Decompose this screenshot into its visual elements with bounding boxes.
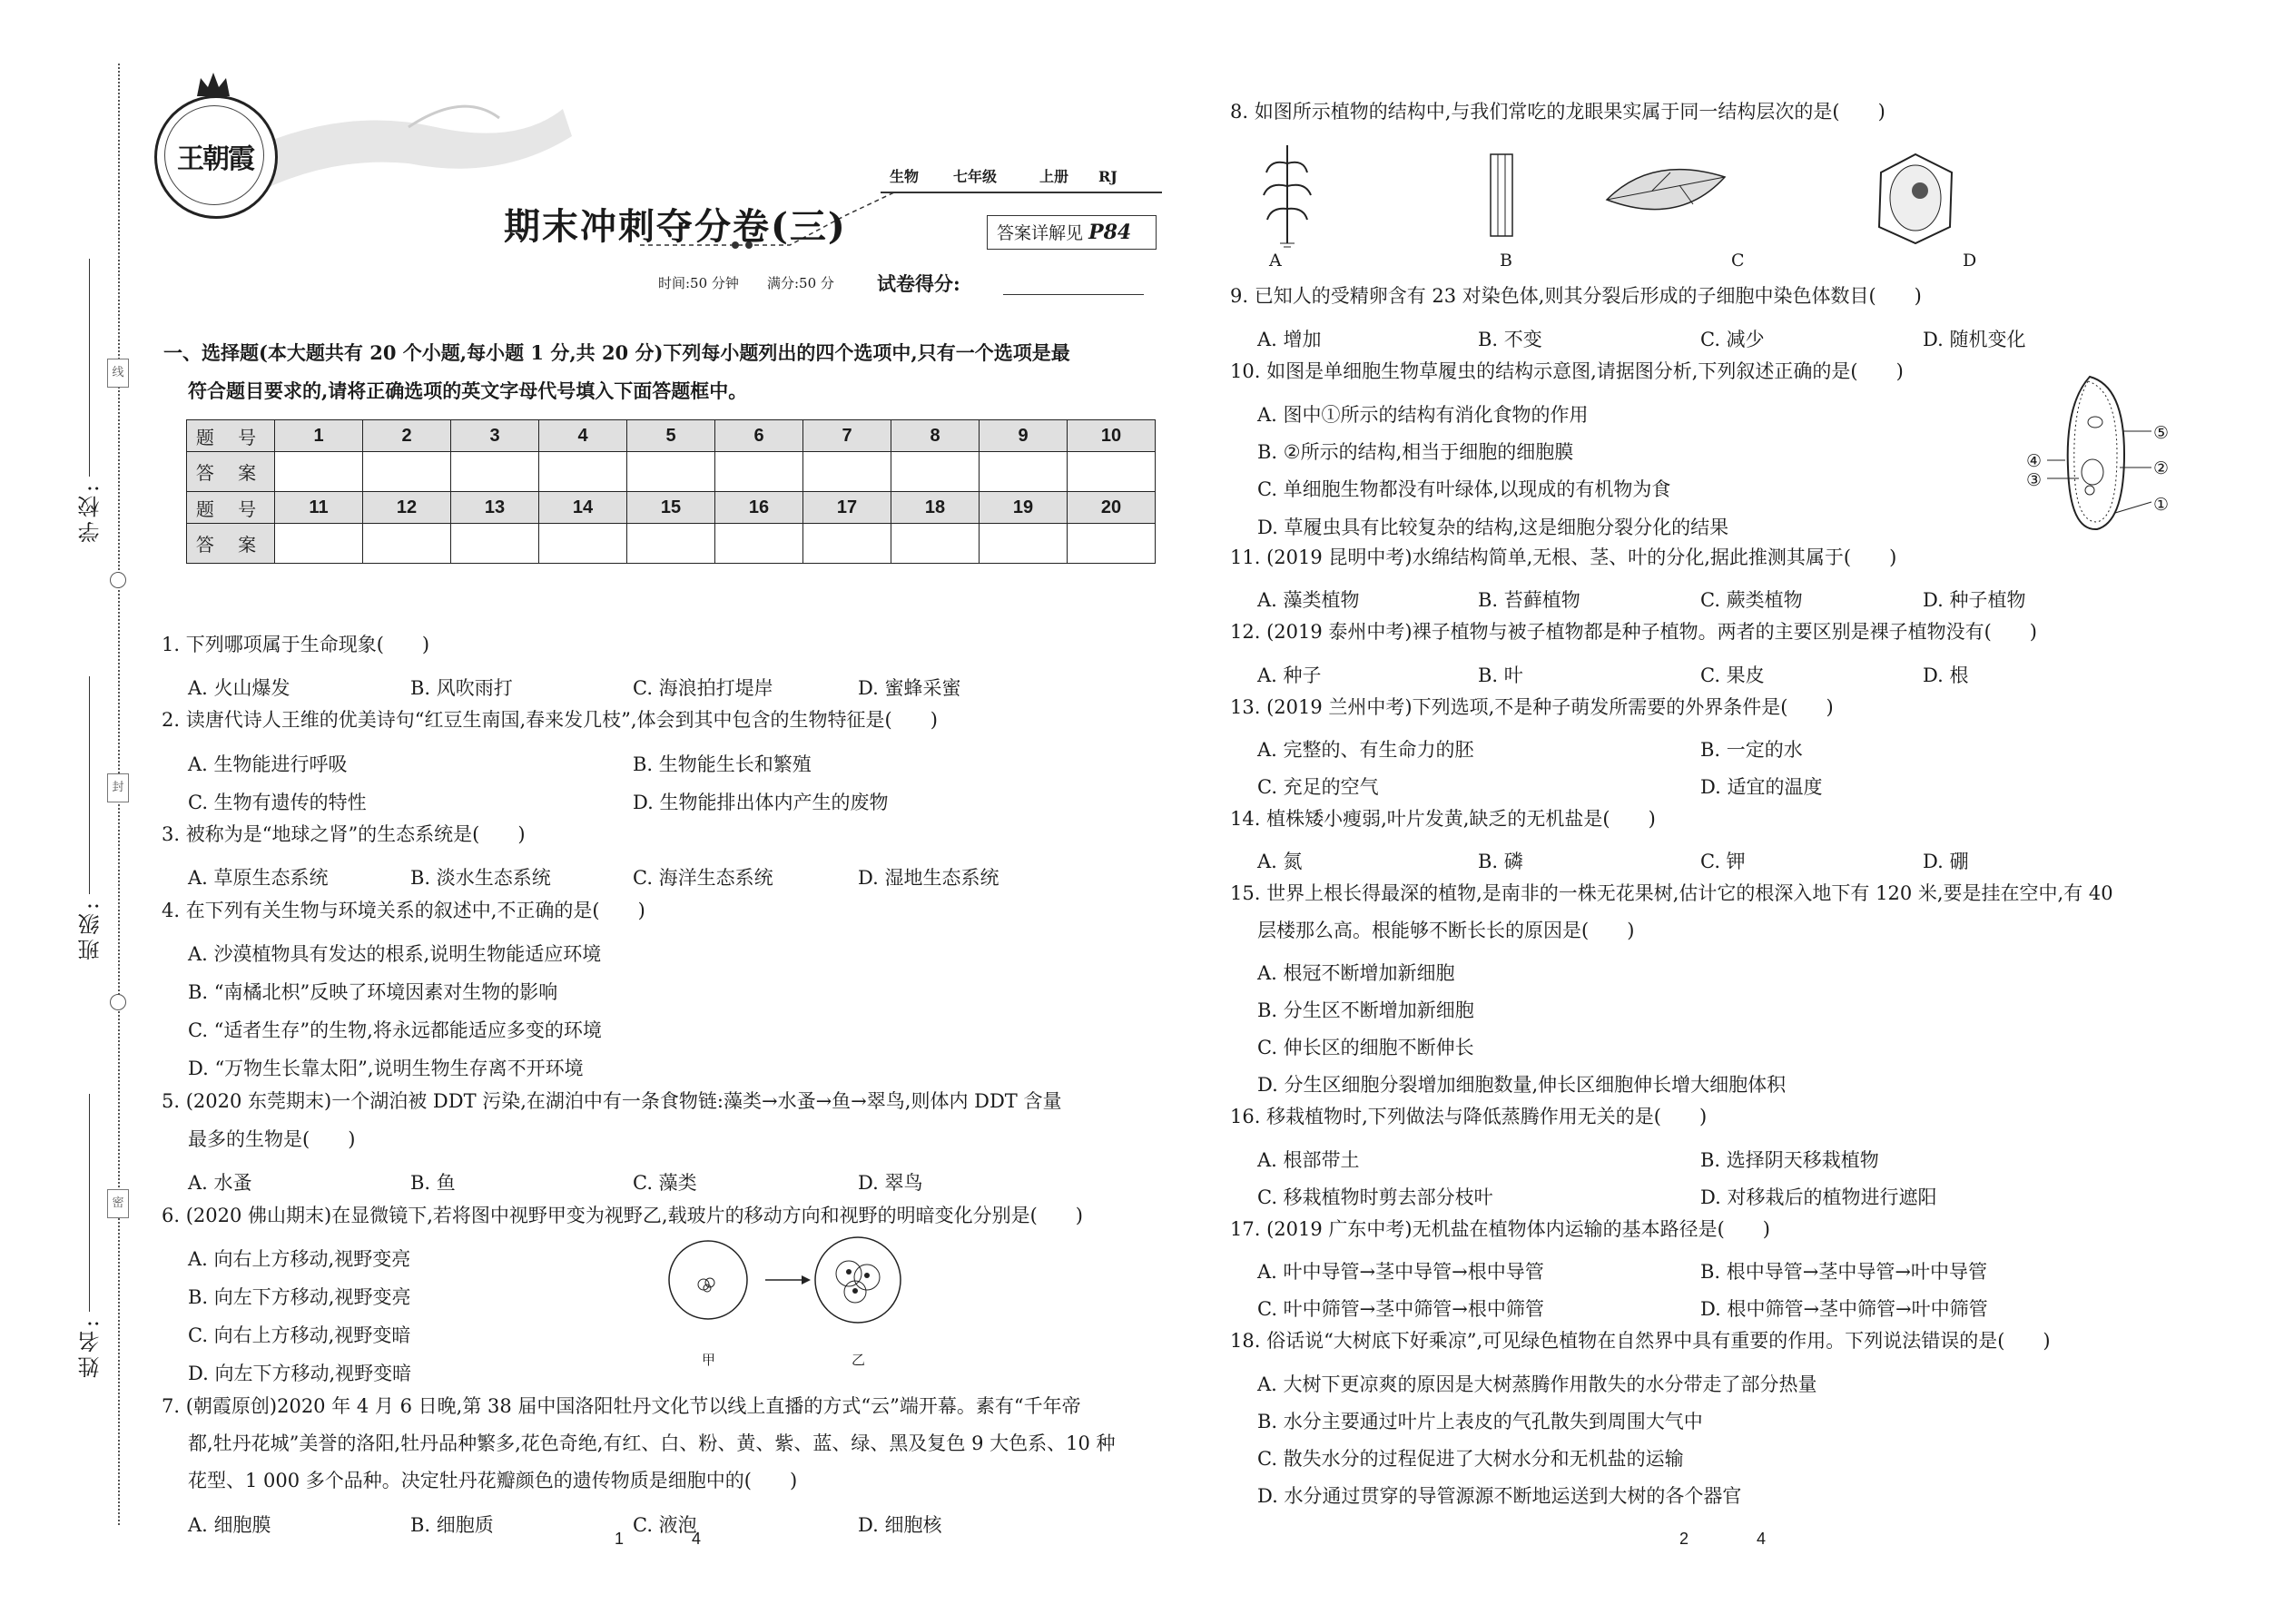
answer-cell[interactable] [980,452,1068,492]
answer-ref-box [987,215,1157,250]
question-1-stem: 1. 下列哪项属于生命现象( ) [162,634,430,655]
answer-cell[interactable] [803,524,891,564]
question-18-option-b[interactable]: B. 水分主要通过叶片上表皮的气孔散失到周围大气中 [1257,1411,1703,1432]
plant-structure-figure [1244,136,1970,254]
question-6-option-c[interactable]: C. 向右上方移动,视野变暗 [188,1324,411,1346]
question-11-option-b[interactable]: B. 苔藓植物 [1478,589,1580,611]
question-9-option-d[interactable]: D. 随机变化 [1923,329,2026,350]
question-5-option-b[interactable]: B. 鱼 [410,1172,456,1194]
question-16-stem: 16. 移栽植物时,下列做法与降低蒸腾作用无关的是( ) [1230,1106,1708,1127]
question-num-cell: 5 [627,420,715,452]
question-7-option-b[interactable]: B. 细胞质 [410,1514,494,1536]
ans-header-cell: 答 案 [187,452,275,492]
question-16-option-b[interactable]: B. 选择阴天移栽植物 [1700,1149,1879,1171]
ans-header-cell: 答 案 [187,524,275,564]
question-num-cell: 12 [363,492,451,524]
question-8-option-c[interactable]: C [1731,251,1745,271]
question-1-option-d[interactable]: D. 蜜蜂采蜜 [858,677,961,699]
question-18-option-a[interactable]: A. 大树下更凉爽的原因是大树蒸腾作用散失的水分带走了部分热量 [1257,1373,1817,1395]
question-14-option-c[interactable]: C. 钾 [1700,851,1746,872]
score-info: 满分:50 分 [767,275,834,291]
question-17-option-a[interactable]: A. 叶中导管→茎中导管→根中导管 [1257,1261,1544,1283]
volume-tag: 上册 [1039,168,1069,185]
staple-mark [110,994,126,1010]
score-fill-line[interactable] [1003,294,1144,295]
microscope-field-figure [667,1230,912,1348]
question-15-option-d[interactable]: D. 分生区细胞分裂增加细胞数量,伸长区细胞伸长增大细胞体积 [1257,1074,1787,1096]
staple-mark [110,572,126,588]
question-16-option-a[interactable]: A. 根部带土 [1257,1149,1360,1171]
question-14-stem: 14. 植株矮小瘦弱,叶片发黄,缺乏的无机盐是( ) [1230,808,1656,830]
question-1-option-b[interactable]: B. 风吹雨打 [410,677,513,699]
class-label: 班级: [78,899,103,961]
question-5-option-c[interactable]: C. 藻类 [633,1172,697,1194]
seal-mark-mi: 密 [107,1189,129,1218]
question-num-cell: 6 [715,420,803,452]
brand-logo [154,95,278,219]
answer-cell[interactable] [627,524,715,564]
page-total-right: 4 [1757,1530,1767,1548]
table-row [187,452,1156,492]
question-17-option-d[interactable]: D. 根中筛管→茎中筛管→叶中筛管 [1700,1298,1988,1320]
question-6-option-b[interactable]: B. 向左下方移动,视野变亮 [188,1286,411,1308]
seal-mark-feng: 封 [107,773,129,802]
answer-cell[interactable] [715,524,803,564]
num-header-cell: 题 号 [187,492,275,524]
num-header-cell: 题 号 [187,420,275,452]
school-fill-line [89,259,90,477]
question-4-stem: 4. 在下列有关生物与环境关系的叙述中,不正确的是( ) [162,900,645,921]
score-label: 试卷得分: [877,272,960,295]
question-2-option-d[interactable]: D. 生物能排出体内产生的废物 [633,792,889,813]
question-12-option-a[interactable]: A. 种子 [1257,664,1322,686]
answer-ref-text: 答案详解见 [997,223,1084,243]
question-10-option-c[interactable]: C. 单细胞生物都没有叶绿体,以现成的有机物为食 [1257,478,1671,500]
question-num-cell: 3 [451,420,539,452]
question-4-option-d[interactable]: D. “万物生长靠太阳”,说明生物生存离不开环境 [188,1058,584,1079]
question-num-cell: 4 [539,420,627,452]
question-6-option-d[interactable]: D. 向左下方移动,视野变暗 [188,1363,412,1384]
question-8-option-a[interactable]: A [1269,251,1282,271]
question-15-option-a[interactable]: A. 根冠不断增加新细胞 [1257,962,1455,984]
crown-icon [195,71,231,98]
question-num-cell: 18 [891,492,980,524]
question-3-option-b[interactable]: B. 淡水生态系统 [410,867,551,889]
question-12-stem: 12. (2019 泰州中考)裸子植物与被子植物都是种子植物。两者的主要区别是裸子植物没有( ) [1230,621,2037,643]
answer-cell[interactable] [715,452,803,492]
question-14-option-a[interactable]: A. 氮 [1257,851,1303,872]
question-4-option-a[interactable]: A. 沙漠植物具有发达的根系,说明生物能适应环境 [188,943,602,965]
question-7-stem-cont: 都,牡丹花城”美誉的洛阳,牡丹品种繁多,花色奇绝,有红、白、粉、黄、紫、蓝、绿、黑及复色 9 大色系、10 种 [188,1432,1116,1454]
question-10-option-a[interactable]: A. 图中①所示的结构有消化食物的作用 [1257,404,1589,426]
question-18-option-c[interactable]: C. 散失水分的过程促进了大树水分和无机盐的运输 [1257,1448,1684,1470]
answer-cell[interactable] [539,524,627,564]
edition-tag: RJ [1098,168,1117,185]
page-number-right: 2 [1679,1530,1689,1548]
question-5-option-d[interactable]: D. 翠鸟 [858,1172,923,1194]
question-num-cell: 8 [891,420,980,452]
name-fill-line [89,1094,90,1312]
question-16-option-c[interactable]: C. 移栽植物时剪去部分枝叶 [1257,1186,1493,1208]
seal-mark-xian: 线 [107,359,129,388]
question-7-option-d[interactable]: D. 细胞核 [858,1514,942,1536]
answer-table [186,419,1156,564]
question-2-option-c[interactable]: C. 生物有遗传的特性 [188,792,367,813]
question-num-cell: 16 [715,492,803,524]
question-12-option-b[interactable]: B. 叶 [1478,664,1523,686]
answer-cell[interactable] [627,452,715,492]
answer-cell[interactable] [891,524,980,564]
question-num-cell: 11 [275,492,363,524]
question-12-option-d[interactable]: D. 根 [1923,664,1969,686]
table-row [187,420,1156,452]
page-title: 期末冲刺夺分卷(三) [504,205,847,248]
question-5-option-a[interactable]: A. 水蚤 [188,1172,252,1194]
question-17-option-b[interactable]: B. 根中导管→茎中导管→叶中导管 [1700,1261,1987,1283]
question-16-option-d[interactable]: D. 对移栽后的植物进行遮阳 [1700,1186,1937,1208]
question-15-stem: 15. 世界上根长得最深的植物,是南非的一株无花果树,估计它的根深入地下有 120 米,要是挂在空中,有 40 [1230,882,2113,904]
question-6-stem: 6. (2020 佛山期末)在显微镜下,若将图中视野甲变为视野乙,载玻片的移动方向和视野的明暗变化分别是( ) [162,1205,1083,1226]
question-9-option-a[interactable]: A. 增加 [1257,329,1322,350]
question-7-option-a[interactable]: A. 细胞膜 [188,1514,271,1536]
answer-cell[interactable] [980,524,1068,564]
question-15-stem-cont: 层楼那么高。根能够不断长长的原因是( ) [1257,920,1635,941]
answer-cell[interactable] [539,452,627,492]
question-13-option-d[interactable]: D. 适宜的温度 [1700,776,1823,798]
answer-cell[interactable] [275,524,363,564]
question-num-cell: 2 [363,420,451,452]
question-17-stem: 17. (2019 广东中考)无机盐在植物体内运输的基本路径是( ) [1230,1218,1770,1240]
question-9-option-c[interactable]: C. 减少 [1700,329,1765,350]
question-1-option-c[interactable]: C. 海浪拍打堤岸 [633,677,773,699]
section-title-line2: 符合题目要求的,请将正确选项的英文字母代号填入下面答题框中。 [188,379,748,402]
answer-cell[interactable] [451,524,539,564]
question-7-stem: 7. (朝霞原创)2020 年 4 月 6 日晚,第 38 届中国洛阳牡丹文化节以线上直播的方式“云”端开幕。素有“千年帝 [162,1395,1081,1417]
question-7-stem-cont: 花型、1 000 多个品种。决定牡丹花瓣颜色的遗传物质是细胞中的( ) [188,1470,798,1491]
question-3-option-d[interactable]: D. 湿地生态系统 [858,867,999,889]
question-14-option-b[interactable]: B. 磷 [1478,851,1523,872]
diagram-label-3: ③ [2026,470,2043,490]
figure-label-yi: 乙 [852,1352,866,1368]
name-label: 姓名: [78,1316,103,1379]
question-num-cell: 13 [451,492,539,524]
question-5-stem-cont: 最多的生物是( ) [188,1128,356,1150]
question-num-cell: 15 [627,492,715,524]
question-11-option-a[interactable]: A. 藻类植物 [1257,589,1360,611]
question-12-option-c[interactable]: C. 果皮 [1700,664,1765,686]
subject-tag: 生物 [890,168,920,185]
diagram-label-4: ④ [2026,451,2043,471]
question-9-option-b[interactable]: B. 不变 [1478,329,1542,350]
question-3-option-c[interactable]: C. 海洋生态系统 [633,867,773,889]
figure-label-jia: 甲 [702,1352,716,1368]
question-8-option-b[interactable]: B [1500,251,1512,271]
question-11-stem: 11. (2019 昆明中考)水绵结构简单,无根、茎、叶的分化,据此推测其属于( ) [1230,546,1897,568]
answer-cell[interactable] [363,524,451,564]
question-11-option-d[interactable]: D. 种子植物 [1923,589,2026,611]
question-15-option-b[interactable]: B. 分生区不断增加新细胞 [1257,999,1474,1021]
table-row [187,492,1156,524]
question-10-option-b[interactable]: B. ②所示的结构,相当于细胞的细胞膜 [1257,441,1574,463]
question-9-stem: 9. 已知人的受精卵含有 23 对染色体,则其分裂后形成的子细胞中染色体数目( ) [1230,285,1922,307]
question-4-option-b[interactable]: B. “南橘北枳”反映了环境因素对生物的影响 [188,981,558,1003]
question-num-cell: 20 [1068,492,1156,524]
grade-tag: 七年级 [953,168,998,185]
question-17-option-c[interactable]: C. 叶中筛管→茎中筛管→根中筛管 [1257,1298,1544,1320]
question-4-option-c[interactable]: C. “适者生存”的生物,将永远都能适应多变的环境 [188,1019,602,1041]
diagram-label-1: ① [2153,495,2170,515]
class-fill-line [89,676,90,894]
question-18-option-d[interactable]: D. 水分通过贯穿的导管源源不断地运送到大树的各个器官 [1257,1485,1742,1507]
question-13-option-c[interactable]: C. 充足的空气 [1257,776,1379,798]
question-10-option-d[interactable]: D. 草履虫具有比较复杂的结构,这是细胞分裂分化的结果 [1257,517,1729,538]
answer-cell[interactable] [891,452,980,492]
question-2-stem: 2. 读唐代诗人王维的优美诗句“红豆生南国,春来发几枝”,体会到其中包含的生物特征是( ) [162,709,938,731]
answer-cell[interactable] [363,452,451,492]
time-info: 时间:50 分钟 [658,275,739,291]
question-6-option-a[interactable]: A. 向右上方移动,视野变亮 [188,1248,411,1270]
page-number-left: 1 [615,1530,625,1548]
page-total-left: 4 [692,1530,702,1548]
answer-cell[interactable] [1068,524,1156,564]
subject-tag-bar [881,168,1162,193]
question-num-cell: 9 [980,420,1068,452]
question-13-option-a[interactable]: A. 完整的、有生命力的胚 [1257,739,1474,761]
question-7-option-c[interactable]: C. 液泡 [633,1514,697,1536]
question-15-option-c[interactable]: C. 伸长区的细胞不断伸长 [1257,1037,1474,1058]
answer-cell[interactable] [275,452,363,492]
question-10-stem: 10. 如图是单细胞生物草履虫的结构示意图,请据图分析,下列叙述正确的是( ) [1230,360,1904,382]
question-3-stem: 3. 被称为是“地球之肾”的生态系统是( ) [162,823,526,845]
question-2-option-b[interactable]: B. 生物能生长和繁殖 [633,753,812,775]
table-row [187,524,1156,564]
question-2-option-a[interactable]: A. 生物能进行呼吸 [188,753,348,775]
question-13-option-b[interactable]: B. 一定的水 [1700,739,1803,761]
question-18-stem: 18. 俗话说“大树底下好乘凉”,可见绿色植物在自然界中具有重要的作用。下列说法错误的是( ) [1230,1330,2051,1352]
question-3-option-a[interactable]: A. 草原生态系统 [188,867,329,889]
question-num-cell: 1 [275,420,363,452]
question-num-cell: 7 [803,420,891,452]
answer-cell[interactable] [1068,452,1156,492]
school-label: 学校: [78,481,103,544]
question-11-option-c[interactable]: C. 蕨类植物 [1700,589,1803,611]
diagram-label-5: ⑤ [2153,423,2170,443]
answer-cell[interactable] [451,452,539,492]
question-14-option-d[interactable]: D. 硼 [1923,851,1969,872]
question-num-cell: 10 [1068,420,1156,452]
logo-text: 王朝霞 [177,143,253,175]
question-8-stem: 8. 如图所示植物的结构中,与我们常吃的龙眼果实属于同一结构层次的是( ) [1230,101,1885,123]
question-8-option-d[interactable]: D [1963,251,1977,271]
diagram-label-2: ② [2153,458,2170,478]
answer-ref-page: P84 [1088,221,1132,244]
section-title-line1: 一、选择题(本大题共有 20 个小题,每小题 1 分,共 20 分)下列每小题列出的四个选项中,只有一个选项是最 [163,341,1070,364]
question-num-cell: 14 [539,492,627,524]
question-13-stem: 13. (2019 兰州中考)下列选项,不是种子萌发所需要的外界条件是( ) [1230,696,1834,718]
question-num-cell: 19 [980,492,1068,524]
answer-cell[interactable] [803,452,891,492]
question-num-cell: 17 [803,492,891,524]
question-1-option-a[interactable]: A. 火山爆发 [188,677,290,699]
question-5-stem: 5. (2020 东莞期末)一个湖泊被 DDT 污染,在湖泊中有一条食物链:藻类→水蚤→鱼→翠鸟,则体内 DDT 含量 [162,1090,1062,1112]
